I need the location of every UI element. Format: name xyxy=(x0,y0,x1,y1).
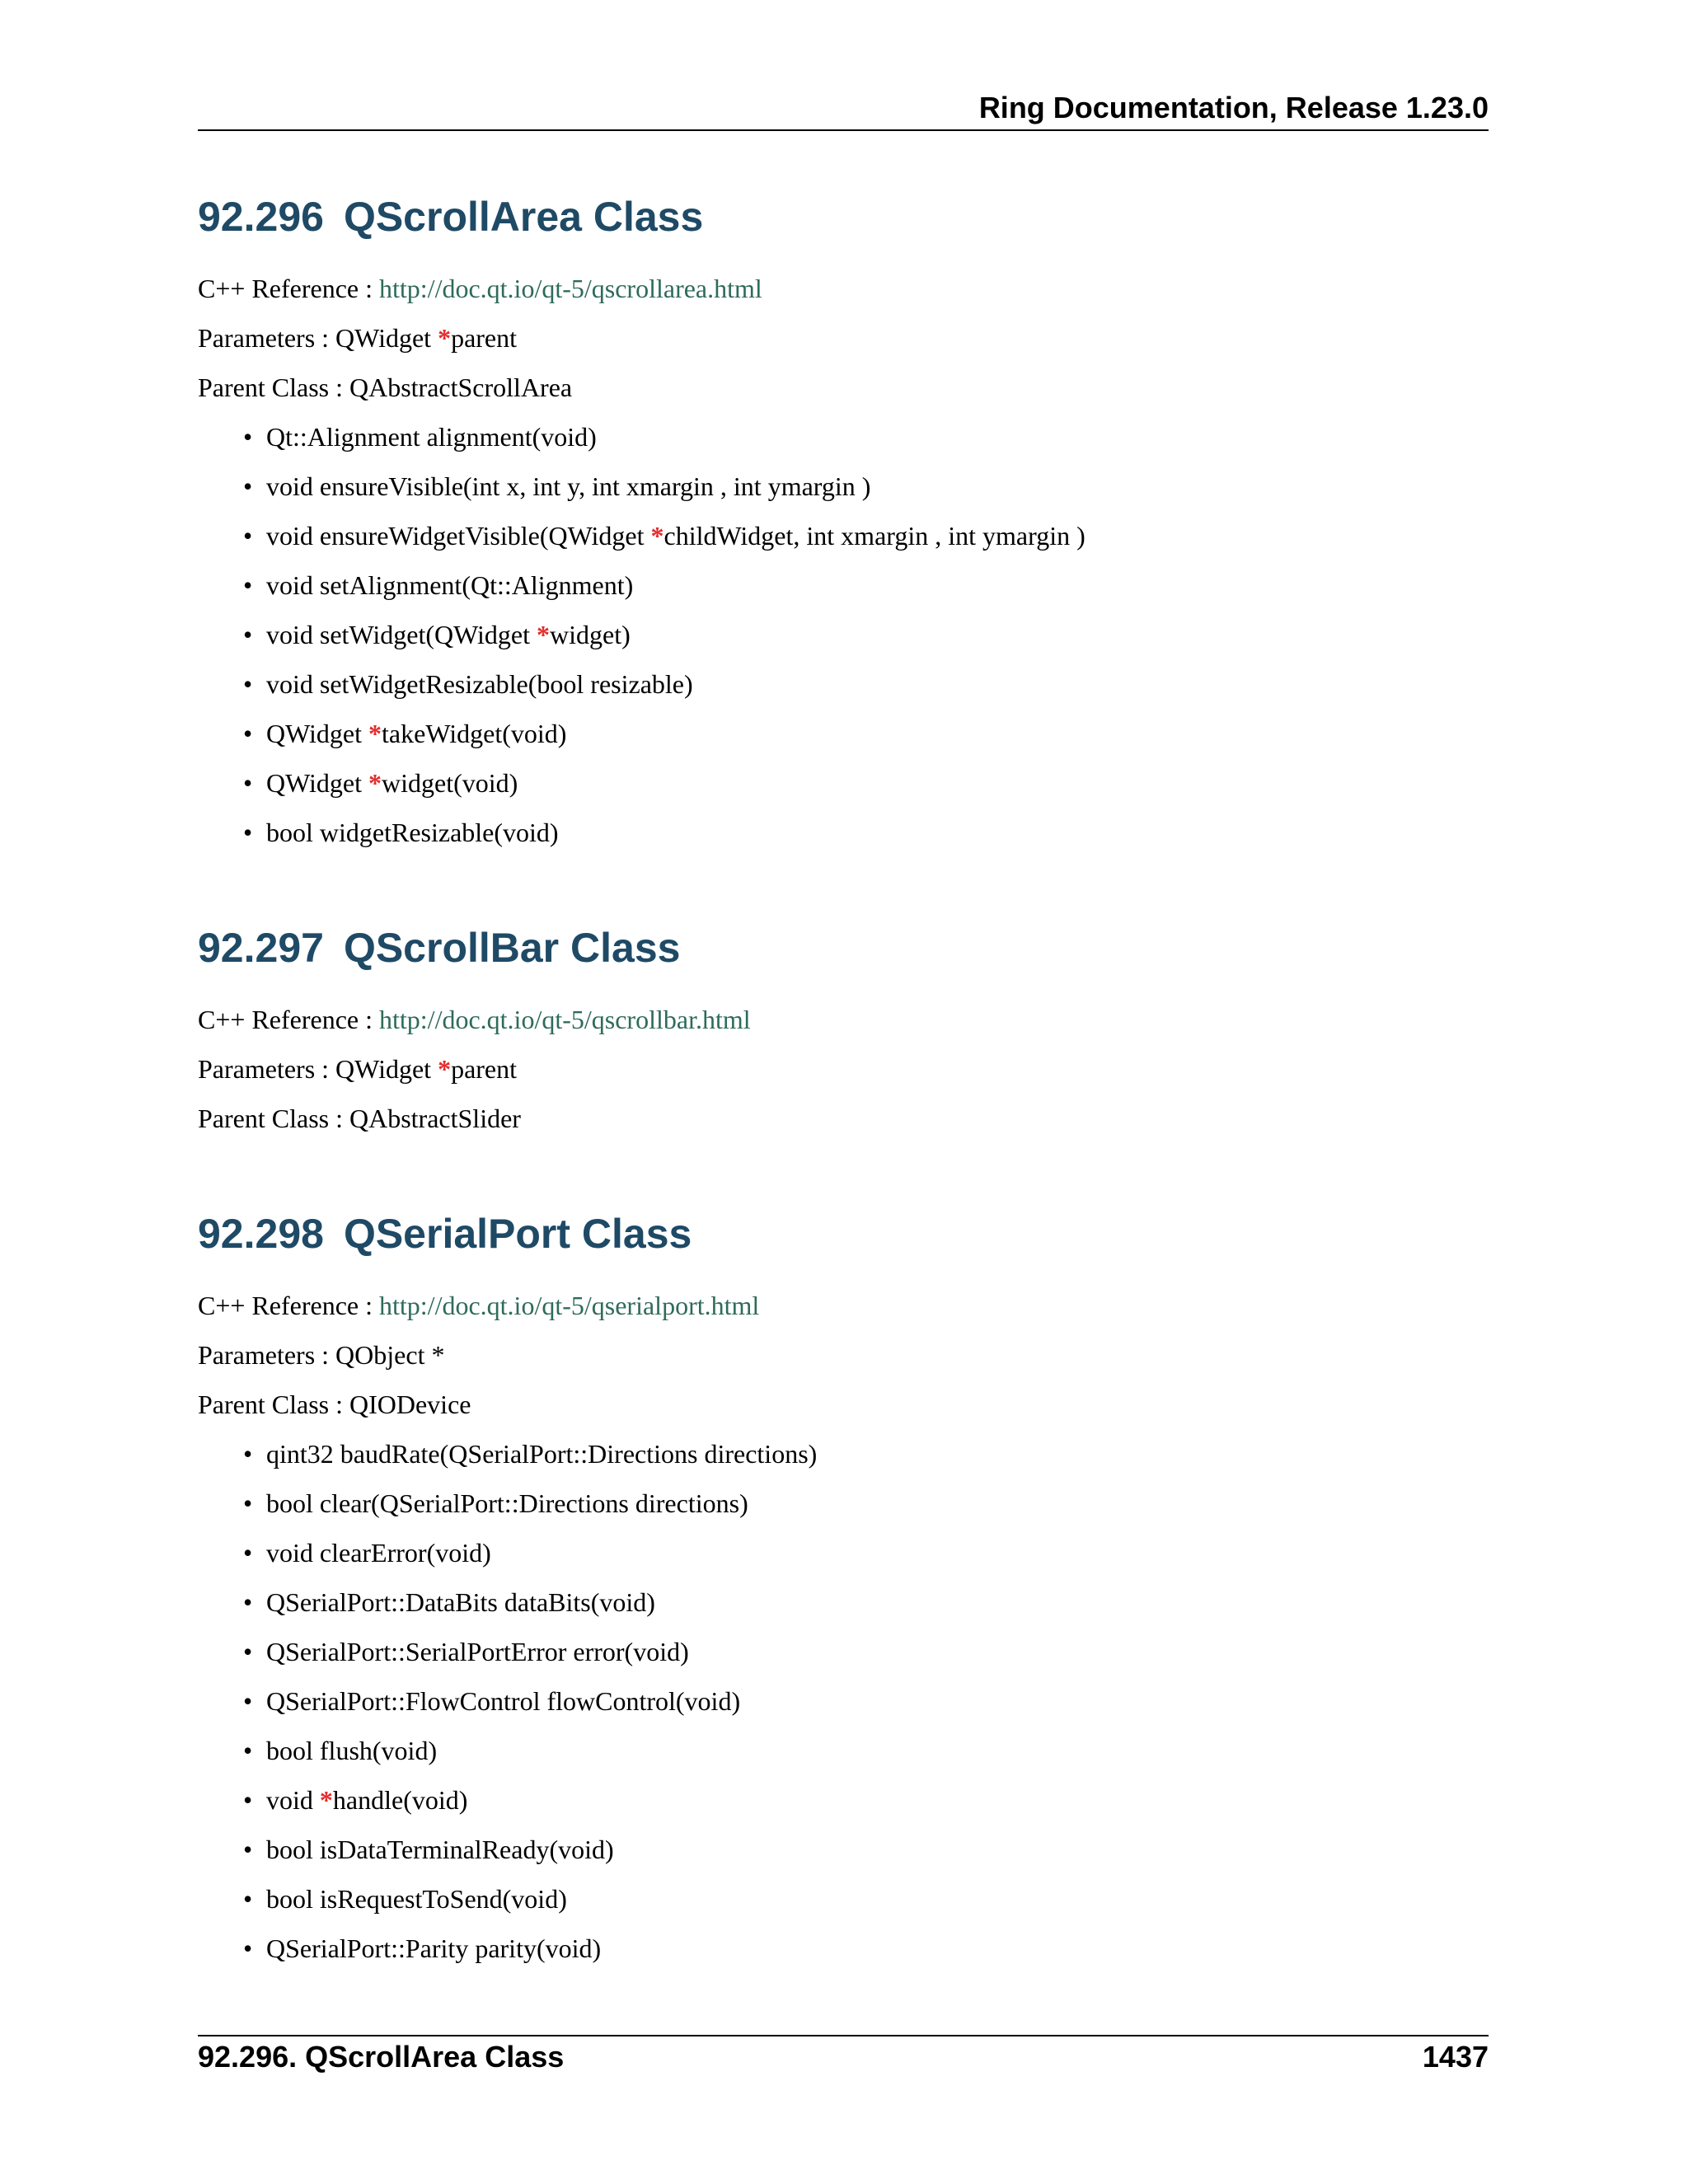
bullet: • xyxy=(243,1637,253,1666)
bullet: • xyxy=(243,422,253,452)
method-item: • void ensureWidgetVisible(QWidget *childWidget, int xmargin , int ymargin ) xyxy=(243,521,1085,551)
bullet: • xyxy=(243,1686,253,1716)
parameters xyxy=(198,321,1489,371)
method-item: • void setAlignment(Qt::Alignment) xyxy=(243,570,634,600)
cpp-reference-label: C++ Reference : xyxy=(198,274,379,303)
cpp-reference-label: C++ Reference : xyxy=(198,1291,379,1320)
bullet: • xyxy=(243,1884,253,1914)
section-number: 92.297 xyxy=(198,925,324,971)
pointer-star: * xyxy=(438,323,452,353)
parent-class xyxy=(198,371,1489,420)
bullet: • xyxy=(243,1488,253,1518)
parent-class-value: QAbstractScrollArea xyxy=(349,373,573,402)
cpp-reference-link[interactable]: http://doc.qt.io/qt-5/qscrollbar.html xyxy=(379,1005,751,1034)
bullet: • xyxy=(243,1538,253,1568)
parameters-type: QObject * xyxy=(335,1340,445,1370)
section-number: 92.298 xyxy=(198,1211,324,1257)
method-item: • void setWidgetResizable(bool resizable) xyxy=(243,669,693,699)
parameters-type: QWidget xyxy=(335,323,438,353)
method-item: • QWidget *widget(void) xyxy=(243,768,518,798)
parameters-label: Parameters : xyxy=(198,323,336,353)
method-item: • QWidget *takeWidget(void) xyxy=(243,719,567,748)
parameters-name: parent xyxy=(451,323,518,353)
bullet: • xyxy=(243,669,253,699)
running-header: Ring Documentation, Release 1.23.0 xyxy=(978,91,1489,124)
parameters-type: QWidget xyxy=(335,1054,438,1084)
section-qserialport xyxy=(198,1205,1489,1981)
bullet: • xyxy=(243,768,253,798)
bullet: • xyxy=(243,471,253,501)
parent-class-value: QIODevice xyxy=(349,1390,471,1419)
page-number: 1437 xyxy=(1422,2040,1489,2074)
parameters xyxy=(198,1338,1489,1388)
parent-class-label: Parent Class : xyxy=(198,1390,349,1419)
cpp-reference xyxy=(198,1003,1489,1052)
section-heading xyxy=(198,188,1489,246)
section-qscrollarea xyxy=(198,188,1489,865)
parent-class-label: Parent Class : xyxy=(198,373,349,402)
method-item: • Qt::Alignment alignment(void) xyxy=(243,422,597,452)
section-qscrollbar xyxy=(198,919,1489,1151)
method-item: • bool widgetResizable(void) xyxy=(243,818,559,847)
bullet: • xyxy=(243,1785,253,1815)
method-list xyxy=(198,420,1489,865)
section-title: QScrollBar Class xyxy=(343,925,681,971)
running-footer xyxy=(198,2040,1489,2081)
section-title: QSerialPort Class xyxy=(343,1211,692,1257)
method-item: • QSerialPort::FlowControl flowControl(void) xyxy=(243,1686,741,1716)
cpp-reference xyxy=(198,272,1489,321)
method-list xyxy=(198,1437,1489,1981)
parent-class-label: Parent Class : xyxy=(198,1104,349,1133)
cpp-reference xyxy=(198,1289,1489,1338)
parameters-label: Parameters : xyxy=(198,1054,336,1084)
method-item: • QSerialPort::DataBits dataBits(void) xyxy=(243,1587,655,1617)
bullet: • xyxy=(243,818,253,847)
section-heading xyxy=(198,1205,1489,1263)
pointer-star: * xyxy=(438,1054,452,1084)
bullet: • xyxy=(243,620,253,649)
method-item: • void setWidget(QWidget *widget) xyxy=(243,620,631,649)
bullet: • xyxy=(243,1439,253,1469)
bullet: • xyxy=(243,1736,253,1765)
method-item: • bool isRequestToSend(void) xyxy=(243,1884,567,1914)
parameters-name: parent xyxy=(451,1054,518,1084)
section-number: 92.296 xyxy=(198,194,324,240)
header-rule xyxy=(198,129,1489,131)
method-item: • bool flush(void) xyxy=(243,1736,438,1765)
method-item: • QSerialPort::SerialPortError error(void) xyxy=(243,1637,689,1666)
bullet: • xyxy=(243,1587,253,1617)
bullet: • xyxy=(243,719,253,748)
method-item: • qint32 baudRate(QSerialPort::Directions directions) xyxy=(243,1439,818,1469)
method-item: • bool clear(QSerialPort::Directions directions) xyxy=(243,1488,748,1518)
parent-class xyxy=(198,1102,1489,1151)
section-heading xyxy=(198,919,1489,977)
section-title: QScrollArea Class xyxy=(343,194,704,240)
footer-rule xyxy=(198,2035,1489,2036)
bullet: • xyxy=(243,1933,253,1963)
parent-class xyxy=(198,1388,1489,1437)
bullet: • xyxy=(243,1835,253,1864)
method-item: • bool isDataTerminalReady(void) xyxy=(243,1835,614,1864)
bullet: • xyxy=(243,521,253,551)
cpp-reference-label: C++ Reference : xyxy=(198,1005,379,1034)
method-item: • void ensureVisible(int x, int y, int xmargin , int ymargin ) xyxy=(243,471,871,501)
parent-class-value: QAbstractSlider xyxy=(349,1104,521,1133)
method-item: • QSerialPort::Parity parity(void) xyxy=(243,1933,602,1963)
cpp-reference-link[interactable]: http://doc.qt.io/qt-5/qscrollarea.html xyxy=(379,274,762,303)
method-item: • void clearError(void) xyxy=(243,1538,491,1568)
bullet: • xyxy=(243,570,253,600)
parameters-label: Parameters : xyxy=(198,1340,336,1370)
method-item: • void *handle(void) xyxy=(243,1785,468,1815)
cpp-reference-link[interactable]: http://doc.qt.io/qt-5/qserialport.html xyxy=(379,1291,760,1320)
footer-section-title: 92.296. QScrollArea Class xyxy=(198,2040,565,2074)
parameters xyxy=(198,1052,1489,1102)
